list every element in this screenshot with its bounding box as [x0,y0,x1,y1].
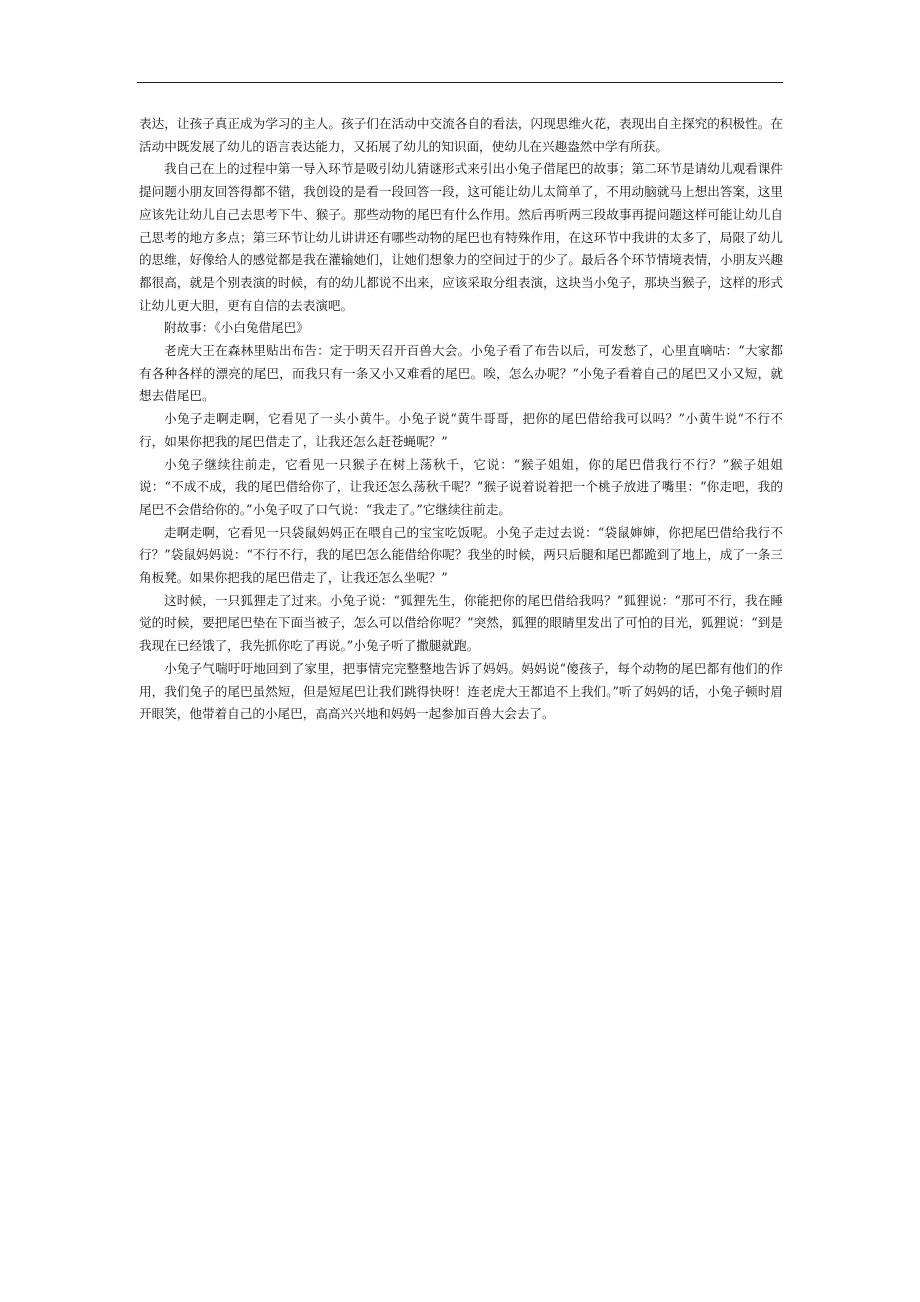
paragraph-continuation: 表达，让孩子真正成为学习的主人。孩子们在活动中交流各自的看法，闪现思维火花，表现出自主探究的积极性。在活动中既发展了幼儿的语言表达能力，又拓展了幼儿的知识面，使幼儿在兴趣盎然中学有所获。 [139,116,783,154]
paragraph-story-1: 老虎大王在森林里贴出布告：定于明天召开百兽大会。小兔子看了布告以后，可发愁了，心里直嘀咕：“大家都有各种各样的漂亮的尾巴，而我只有一条又小又难看的尾巴。唉，怎么办呢？”小兔子看着自己的尾巴又小又短，就想去借尾巴。 [139,343,783,404]
document-body [139,113,783,726]
paragraph-story-3: 小兔子继续往前走，它看见一只猴子在树上荡秋千，它说：“猴子姐姐，你的尾巴借我行不行？”猴子姐姐说：“不成不成，我的尾巴借给你了，让我还怎么荡秋千呢？”猴子说着说着把一个桃子放进了嘴里：“你走吧，我的尾巴不会借给你的。”小兔子叹了口气说：“我走了。”它继续往前走。 [139,456,783,517]
paragraph-reflection: 我自己在上的过程中第一导入环节是吸引幼儿猜谜形式来引出小兔子借尾巴的故事；第二环节是请幼儿观看课件提问题小朋友回答得都不错，我创设的是看一段回答一段，这可能让幼儿太简单了，不用动脑就马上想出答案，这里应该先让幼儿自己去思考下牛、猴子。那些动物的尾巴有什么作用。然后再听两三段故事再提问题这样可能让幼儿自己思考的地方多点；第三环节让幼儿讲讲还有哪些动物的尾巴也有特殊作用，在这环节中我讲的太多了，局限了幼儿的思维，好像给人的感觉都是我在灌输她们，让她们想象力的空间过于的少了。最后各个环节情境表情，小朋友兴趣都很高，就是个别表演的时候，有的幼儿都说不出来，应该采取分组表演，这块当小兔子，那块当猴子，这样的形式让幼儿更大胆，更有自信的去表演吧。 [139,161,783,313]
paragraph-story-5: 这时候，一只狐狸走了过来。小兔子说：“狐狸先生，你能把你的尾巴借给我吗？”狐狸说：“那可不行，我在睡觉的时候，要把尾巴垫在下面当被子，怎么可以借给你呢？”突然，狐狸的眼睛里发出了可怕的目光，狐狸说：“到是我现在已经饿了，我先抓你吃了再说。”小兔子听了撒腿就跑。 [139,592,783,654]
paragraph-story-title: 附故事：《小白兔借尾巴》 [164,320,309,336]
paragraph-story-4: 走啊走啊，它看见一只袋鼠妈妈正在喂自己的宝宝吃饭呢。小兔子走过去说：“袋鼠婶婶，你把尾巴借给我行不行？”袋鼠妈妈说：“不行不行，我的尾巴怎么能借给你呢？我坐的时候，两只后腿和尾巴都跪到了地上，成了一条三角板凳。如果你把我的尾巴借走了，让我还怎么坐呢？” [139,524,783,586]
header-rule [137,82,783,83]
paragraph-story-2: 小兔子走啊走啊，它看见了一头小黄牛。小兔子说“黄牛哥哥，把你的尾巴借给我可以吗？”小黄牛说“不行不行，如果你把我的尾巴借走了，让我还怎么赶苍蝇呢？” [139,411,783,449]
paragraph-story-6: 小兔子气喘吁吁地回到了家里，把事情完完整整地告诉了妈妈。妈妈说“傻孩子，每个动物的尾巴都有他们的作用，我们兔子的尾巴虽然短，但是短尾巴让我们跳得快呀！连老虎大王都追不上我们。”听了妈妈的话，小兔子顿时眉开眼笑，他带着自己的小尾巴，高高兴兴地和妈妈一起参加百兽大会去了。 [139,660,783,722]
